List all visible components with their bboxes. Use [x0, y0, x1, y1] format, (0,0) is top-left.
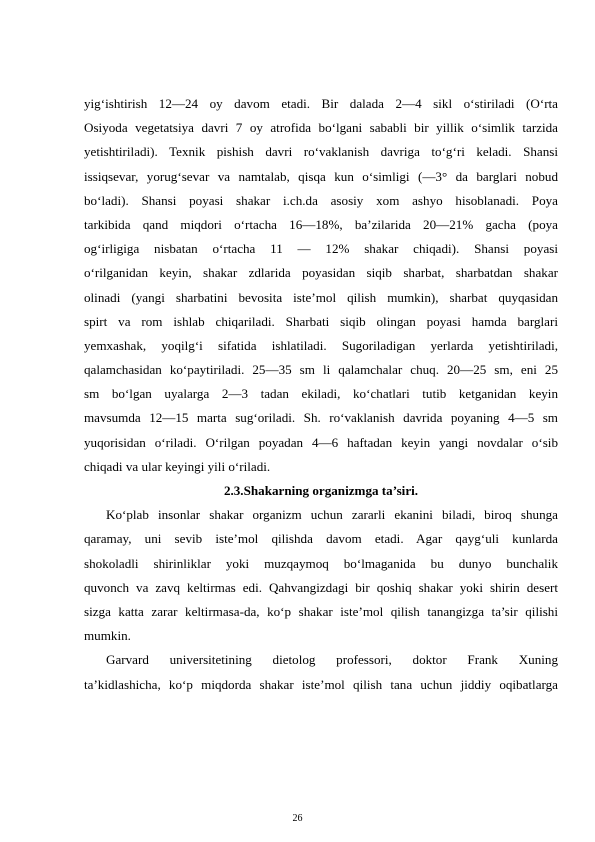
text-line: qalamchasidan ko‘paytiriladi. 25—35 sm li qalamchalar chuq. 20—25 sm, eni 25 [84, 362, 558, 378]
paragraph-harvard [84, 648, 558, 696]
text-line: yig‘ishtirish 12—24 oy davom etadi. Bir dalada 2—4 sikl o‘stiriladi (O‘rta [84, 96, 558, 111]
text-line: o‘rilganidan keyin, shakar zdlarida poyasidan siqib sharbat, sharbatdan shakar [84, 265, 558, 281]
page-number: 26 [292, 813, 303, 824]
text-line: Garvard universitetining dietolog professori, doktor Frank Xuning [106, 652, 558, 668]
text-line: sizga katta zarar keltirmasa-da, ko‘p shakar iste’mol qilish tanangizga ta’sir qilishi [84, 603, 558, 619]
text-line: bo‘ladi). Shansi poyasi shakar i.ch.da asosiy xom ashyo hisoblanadi. Poya [84, 192, 558, 208]
text-line: mumkin. [84, 628, 131, 644]
text-line: yemxashak, yoqilg‘i sifatida ishlatiladi. Sugoriladigan yerlarda yetishtiriladi, [84, 337, 558, 353]
text-line: chiqadi va ular keyingi yili o‘riladi. [84, 458, 271, 474]
section-heading: 2.3.Shakarning organizmga ta’siri. [223, 483, 419, 498]
paragraph-sugar-effects [84, 503, 558, 648]
text-line: olinadi (yangi sharbatini bevosita iste’mol qilish mumkin), sharbat quyqasidan [84, 289, 558, 305]
text-line: qaramay, uni sevib iste’mol qilishda davom etadi. Agar qayg‘uli kunlarda [84, 531, 558, 547]
text-line: quvonch va zavq keltirmas edi. Qahvangizdagi bir qoshiq shakar yoki shirin desert [84, 579, 558, 595]
text-line: og‘irligiga nisbatan o‘rtacha 11 — 12% shakar chiqadi). Shansi poyasi [84, 241, 558, 257]
text-line: Ko‘plab insonlar shakar organizm uchun zararli ekanini biladi, biroq shunga [106, 507, 558, 523]
text-line: yetishtiriladi). Texnik pishish davri ro‘vaklanish davriga to‘g‘ri keladi. Shansi [84, 144, 558, 160]
text-line: issiqsevar, yorug‘sevar va namtalab, qisqa kun o‘simligi (—3° da barglari nobud [84, 168, 558, 184]
text-line: mavsumda 12—15 marta sug‘oriladi. Sh. ro‘vaklanish davrida poyaning 4—5 sm [84, 410, 558, 426]
text-line: tarkibida qand miqdori o‘rtacha 16—18%, ba’zilarida 20—21% gacha (poya [84, 216, 558, 232]
paragraph-shansi [84, 92, 558, 479]
text-line: Osiyoda vegetatsiya davri 7 oy atrofida bo‘lgani sababli bir yillik o‘simlik tarzida [84, 120, 558, 136]
text-line: ta’kidlashicha, ko‘p miqdorda shakar iste’mol qilish tana uchun jiddiy oqibatlarga [84, 676, 558, 692]
text-line: sm bo‘lgan uyalarga 2—3 tadan ekiladi, ko‘chatlari tutib ketganidan keyin [84, 386, 558, 402]
text-line: shokoladli shirinliklar yoki muzqaymoq bo‘lmaganida bu dunyo bunchalik [84, 555, 558, 571]
body-text [84, 92, 558, 697]
text-line: yuqorisidan o‘riladi. O‘rilgan poyadan 4—6 haftadan keyin yangi novdalar o‘sib [84, 434, 558, 450]
text-line: spirt va rom ishlab chiqariladi. Sharbati siqib olingan poyasi hamda barglari [84, 313, 558, 329]
